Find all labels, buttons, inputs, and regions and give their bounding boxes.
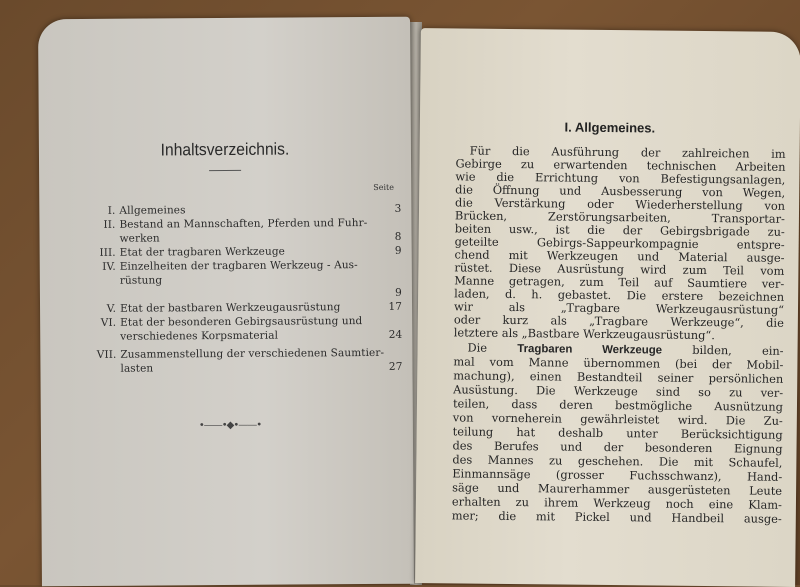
toc-entry-5: V. Etat der bastbaren Werkzeugausrüstung 17	[106, 300, 403, 315]
ornament-divider: •——•◆•——•	[198, 419, 262, 432]
toc-entry-7-cont: lasten 27	[120, 360, 403, 375]
toc-entry-7: VII. Zusammenstellung der verschiedenen Saumtier-	[96, 346, 385, 361]
body-line: des Mannes zu geschehen. Die mit Schaufel,	[452, 452, 783, 470]
toc-title: Inhaltsverzeichnis.	[160, 139, 290, 160]
toc-entry-4: IV. Einzelheiten der tragbaren Werkzeug - Aus-	[102, 259, 358, 273]
paragraph-2-first-line: Die Tragbaren Werkzeuge bilden, ein-	[467, 340, 784, 358]
body-line: letztere als „Bastbare Werkzeugausrüstung“.	[453, 325, 715, 343]
body-line: von vorneherein gewährleistet wird. Die Zu-	[452, 410, 783, 428]
body-line: die Öffnung und Ausbesserung von Wegen,	[455, 182, 786, 200]
body-line: mal vom Manne übernommen (bei der Mobil-	[453, 354, 784, 372]
body-line: chend mit Werkzeugen und Material ausge-	[454, 247, 785, 265]
toc-entry-3: III. Etat der tragbaren Werkzeuge 9	[99, 244, 402, 259]
page-column-label: Seite	[373, 182, 394, 192]
body-line: rüstet. Diese Ausrüstung wird zum Teil vom	[454, 260, 785, 278]
toc-entry-4-cont: rüstung 9	[119, 274, 402, 299]
body-line: Gebirge zu erwartenden technischen Arbeiten	[455, 156, 786, 174]
body-line: erhalten zu ihrem Werkzeug noch eine Klam-	[451, 494, 783, 512]
toc-entry-2: II. Bestand an Mannschaften, Pferden und Fuhr-	[103, 217, 368, 231]
body-line: machung), einen Bestandteil seiner persönlichen	[453, 368, 784, 386]
toc-entry-2-cont: werken 8	[119, 230, 402, 245]
body-line: Brücken, Zerstörungsarbeiten, Transportar-	[454, 208, 786, 226]
body-line: teilen, dass deren bestmögliche Ausnützung	[452, 396, 784, 414]
body-line: säge und Maurerhammer ausgerüsteten Leute	[452, 480, 783, 498]
section-heading: I. Allgemeines.	[564, 119, 656, 136]
body-line: Ausüstung. Die Werkzeuge sind so zu ver-	[453, 382, 784, 400]
body-line: geteilte Gebirgs-Sappeurkompagnie entspre-	[454, 234, 785, 252]
toc-entry-6-cont: verschiedenes Korpsmaterial 24	[120, 328, 403, 343]
body-line: des Berufes und der besonderen Eignung	[452, 438, 783, 456]
body-line: wie die Errichtung von Befestigungsanlagen,	[455, 169, 786, 187]
left-page	[38, 17, 414, 587]
body-line: Manne getragen, zum Teil auf Saumtiere ver-	[454, 273, 785, 291]
title-rule	[209, 170, 241, 171]
body-line: wir als „Tragbare Werkzeugausrüstung“	[453, 299, 785, 317]
right-page	[415, 28, 800, 587]
toc-entry-1: I. Allgemeines 3	[107, 202, 402, 217]
body-line: Einmannsäge (grosser Fuchsschwanz), Hand-	[452, 466, 783, 484]
body-line: Für die Ausführung der zahlreichen im	[469, 143, 786, 161]
body-line: mer; die mit Pickel und Handbeil ausge-	[451, 508, 782, 526]
bold-term: Tragbaren Werkzeuge	[517, 343, 663, 357]
body-line: die Verstärkung oder Wiederherstellung von	[455, 195, 786, 213]
body-line: beiten usw., ist die der Gebirgsbrigade zu-	[454, 221, 785, 239]
body-line: laden, d. h. gebastet. Die erstere bezeichnen	[454, 286, 785, 304]
toc-entry-6: VI. Etat der besonderen Gebirgsausrüstung und	[100, 315, 363, 329]
body-line: teilung hat deshalb unter Berücksichtigung	[452, 424, 783, 442]
body-line: oder kurz als „Tragbare Werkzeuge“, die	[453, 312, 784, 330]
